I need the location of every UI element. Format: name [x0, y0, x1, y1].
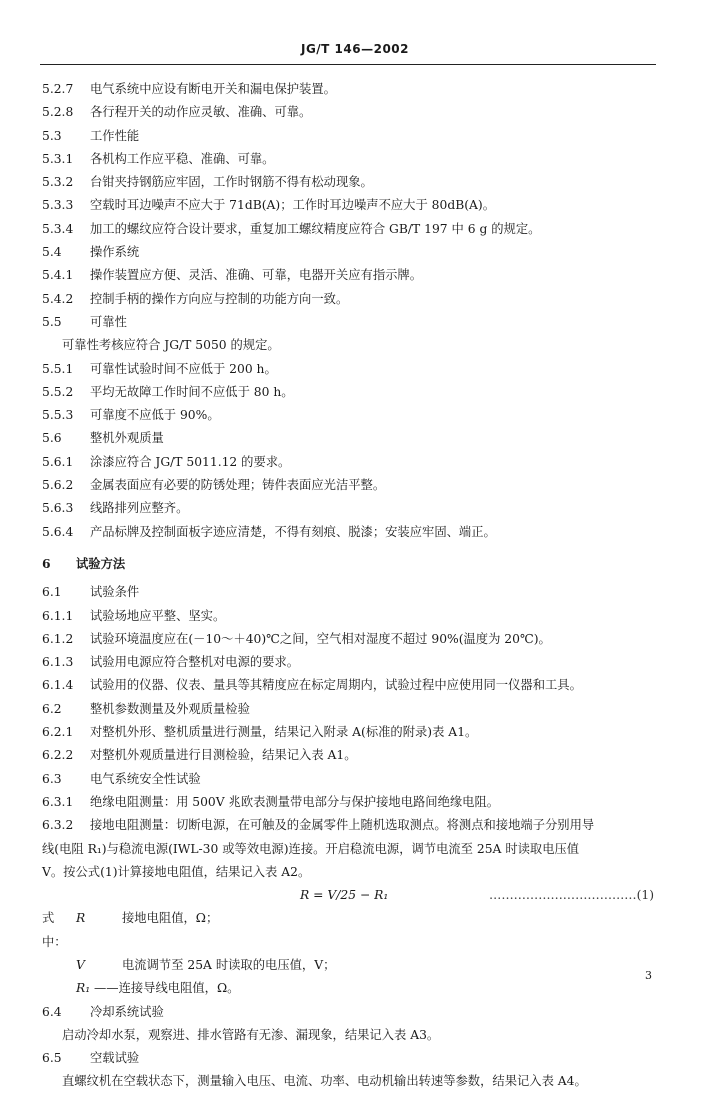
clause-number: 5.5.1: [42, 361, 74, 376]
noload-paragraph: [42, 1070, 662, 1093]
clause-line: [42, 497, 662, 520]
legend-row: [42, 977, 662, 1000]
legend-text: 接地电阻值，Ω；: [122, 911, 219, 926]
clause-text: 台钳夹持钢筋应牢固，工作时钢筋不得有松动现象。: [90, 175, 373, 190]
clause-number: 6.3: [42, 771, 62, 786]
legend-text: 电流调节至 25A 时读取的电压值，V；: [122, 957, 336, 972]
clause-text: 操作装置应方便、灵活、准确、可靠，电器开关应有指示牌。: [90, 268, 423, 283]
section-title: 试验方法: [76, 555, 126, 571]
clause-number: 6.1.3: [42, 655, 74, 670]
clause-number: 6.2.2: [42, 748, 74, 763]
clause-number: 5.3.2: [42, 175, 74, 190]
clause-number: 5.2.8: [42, 105, 74, 120]
clause-line: [42, 451, 662, 474]
document-body: [42, 78, 662, 1094]
clause-line: [42, 78, 662, 101]
clause-line: [42, 698, 662, 721]
clause-heading: 工作性能: [90, 128, 140, 143]
clause-number: 6.1.4: [42, 678, 74, 693]
clause-text: 金属表面应有必要的防锈处理；铸件表面应光洁平整。: [90, 478, 386, 493]
clause-continuation: V。按公式(1)计算接地电阻值，结果记入表 A2。: [42, 864, 311, 879]
clause-text: 涂漆应符合 JG/T 5011.12 的要求。: [90, 454, 291, 469]
clause-number: 6.3.1: [42, 794, 74, 809]
page-header: JG/T 146—2002: [300, 42, 409, 56]
clause-heading: 操作系统: [90, 245, 140, 260]
legend-lead: [42, 954, 76, 977]
clause-line: [42, 241, 662, 264]
clause-text: 试验用电源应符合整机对电源的要求。: [90, 655, 300, 670]
clause-number: 5.3: [42, 128, 62, 143]
clause-number: 6.1.2: [42, 631, 74, 646]
page-number: 3: [645, 969, 652, 982]
clause-number: 5.3.4: [42, 221, 74, 236]
clause-number: 5.5.2: [42, 384, 74, 399]
clause-text: 对整机外形、整机质量进行测量，结果记入附录 A(标准的附录)表 A1。: [90, 725, 478, 740]
reliability-intro: [42, 334, 662, 357]
clause-line: [42, 768, 662, 791]
noload-text: 直螺纹机在空载状态下，测量输入电压、电流、功率、电动机输出转速等参数，结果记入表 A4。: [62, 1074, 587, 1089]
clause-text: 控制手柄的操作方向应与控制的功能方向一致。: [90, 291, 349, 306]
clause-number: 6.2: [42, 701, 62, 716]
clause-line: [42, 651, 662, 674]
clause-line: [42, 194, 662, 217]
clause-line: [42, 1047, 662, 1070]
clause-line: [42, 744, 662, 767]
clause-text: 空载时耳边噪声不应大于 71dB(A)；工作时耳边噪声不应大于 80dB(A)。: [90, 198, 496, 213]
clause-text: 试验环境温度应在(－10～＋40)℃之间，空气相对湿度不超过 90%(温度为 20℃)。: [90, 631, 551, 646]
formula-legend: [42, 907, 662, 1000]
clause-text: 可靠性试验时间不应低于 200 h。: [90, 361, 277, 376]
clause-number: 6.2.1: [42, 725, 74, 740]
clause-text: 各行程开关的动作应灵敏、准确、可靠。: [90, 105, 312, 120]
legend-text: ——连接导线电阻值，Ω。: [94, 981, 240, 996]
clause-heading: 试验条件: [90, 585, 140, 600]
clause-number: 5.4: [42, 245, 62, 260]
clause-line: [42, 628, 662, 651]
cooling-paragraph: [42, 1024, 662, 1047]
clause-number: 6.1.1: [42, 608, 74, 623]
clause-heading: 冷却系统试验: [90, 1004, 164, 1019]
legend-symbol: R₁: [76, 981, 91, 996]
clause-number: 5.5: [42, 314, 62, 329]
clause-number: 6.1: [42, 585, 62, 600]
legend-lead: 式中：: [42, 911, 67, 949]
clause-line: [42, 288, 662, 311]
clause-number: 5.2.7: [42, 82, 74, 96]
clause-text: 绝缘电阻测量：用 500V 兆欧表测量带电部分与保护接地电路间绝缘电阻。: [90, 794, 500, 809]
clause-number: 5.3.3: [42, 198, 74, 213]
clause-continuation: 线(电阻 R₁)与稳流电源(IWL-30 或等效电源)连接。开启稳流电源，调节电流至 25A 时读取电压值: [42, 841, 580, 856]
formula-expression: R = V/25 − R₁: [300, 888, 389, 903]
clause-text: 对整机外观质量进行目测检验，结果记入表 A1。: [90, 748, 357, 763]
header-rule: [40, 64, 656, 65]
clause-line: [42, 125, 662, 148]
formula-number: ………………………………(1): [489, 888, 654, 903]
clause-6-3-2: [42, 814, 662, 884]
clause-heading: 电气系统安全性试验: [90, 771, 201, 786]
clause-text: 加工的螺纹应符合设计要求，重复加工螺纹精度应符合 GB/T 197 中 6 g 的规定。: [90, 221, 541, 236]
legend-row: [42, 907, 662, 954]
clause-number: 6.4: [42, 1004, 62, 1019]
clause-number: 5.6: [42, 431, 62, 446]
cooling-text: 启动冷却水泵，观察进、排水管路有无渗、漏现象，结果记入表 A3。: [62, 1027, 440, 1042]
legend-lead: [42, 977, 76, 1000]
clause-number: 5.3.1: [42, 151, 74, 166]
clause-text: 各机构工作应平稳、准确、可靠。: [90, 151, 275, 166]
clause-text: 平均无故障工作时间不应低于 80 h。: [90, 384, 294, 399]
clause-number: 6.3.2: [42, 818, 74, 833]
clause-text: 试验用的仪器、仪表、量具等其精度应在标定周期内，试验过程中应使用同一仪器和工具。: [90, 678, 582, 693]
clause-text: 电气系统中应设有断电开关和漏电保护装置。: [90, 82, 336, 96]
clause-line: [42, 311, 662, 334]
clause-heading: 空载试验: [90, 1051, 140, 1066]
clauses-6-1-to-6-3: [42, 581, 662, 814]
clause-line: [42, 521, 662, 544]
clause-line: [42, 581, 662, 604]
clause-number: 6.5: [42, 1051, 62, 1066]
clause-line: [42, 814, 662, 837]
clause-line: [42, 358, 662, 381]
clause-line: [42, 404, 662, 427]
clause-line: [42, 264, 662, 287]
section-6-heading: [42, 552, 662, 575]
clause-line: [42, 171, 662, 194]
clauses-5-2-to-5-5: [42, 78, 662, 334]
clause-line: [42, 474, 662, 497]
clause-line: [42, 1001, 662, 1024]
section-number: 6: [42, 555, 51, 571]
clause-heading: 整机参数测量及外观质量检验: [90, 701, 250, 716]
clause-number: 5.6.1: [42, 454, 74, 469]
clause-line: [42, 381, 662, 404]
clause-line: [42, 791, 662, 814]
clause-heading: 可靠性: [90, 314, 127, 329]
clause-line: [42, 605, 662, 628]
clause-number: 5.6.3: [42, 501, 74, 516]
clause-line: [42, 101, 662, 124]
clauses-5-5-to-5-6: [42, 358, 662, 544]
clause-text: 接地电阻测量：切断电源，在可触及的金属零件上随机选取测点。将测点和接地端子分别用导: [90, 818, 595, 833]
clause-number: 5.4.2: [42, 291, 74, 306]
clause-line: [42, 218, 662, 241]
clause-text: 可靠度不应低于 90%。: [90, 408, 220, 423]
clause-heading: 整机外观质量: [90, 431, 164, 446]
legend-symbol: R: [76, 911, 86, 926]
clause-line: [42, 674, 662, 697]
clause-line: [42, 721, 662, 744]
reliability-intro-text: 可靠性考核应符合 JG/T 5050 的规定。: [62, 338, 280, 353]
clause-number: 5.6.4: [42, 524, 74, 539]
clause-text: 产品标牌及控制面板字迹应清楚，不得有刻痕、脱漆；安装应牢固、端正。: [90, 524, 496, 539]
clause-line: [42, 148, 662, 171]
clause-number: 5.5.3: [42, 408, 74, 423]
formula-1: [42, 884, 662, 907]
clause-number: 5.4.1: [42, 268, 74, 283]
legend-row: [42, 954, 662, 977]
clause-number: 5.6.2: [42, 478, 74, 493]
clause-line: [42, 427, 662, 450]
clause-text: 试验场地应平整、坚实。: [90, 608, 226, 623]
legend-symbol: V: [76, 957, 85, 972]
clause-text: 线路排列应整齐。: [90, 501, 189, 516]
